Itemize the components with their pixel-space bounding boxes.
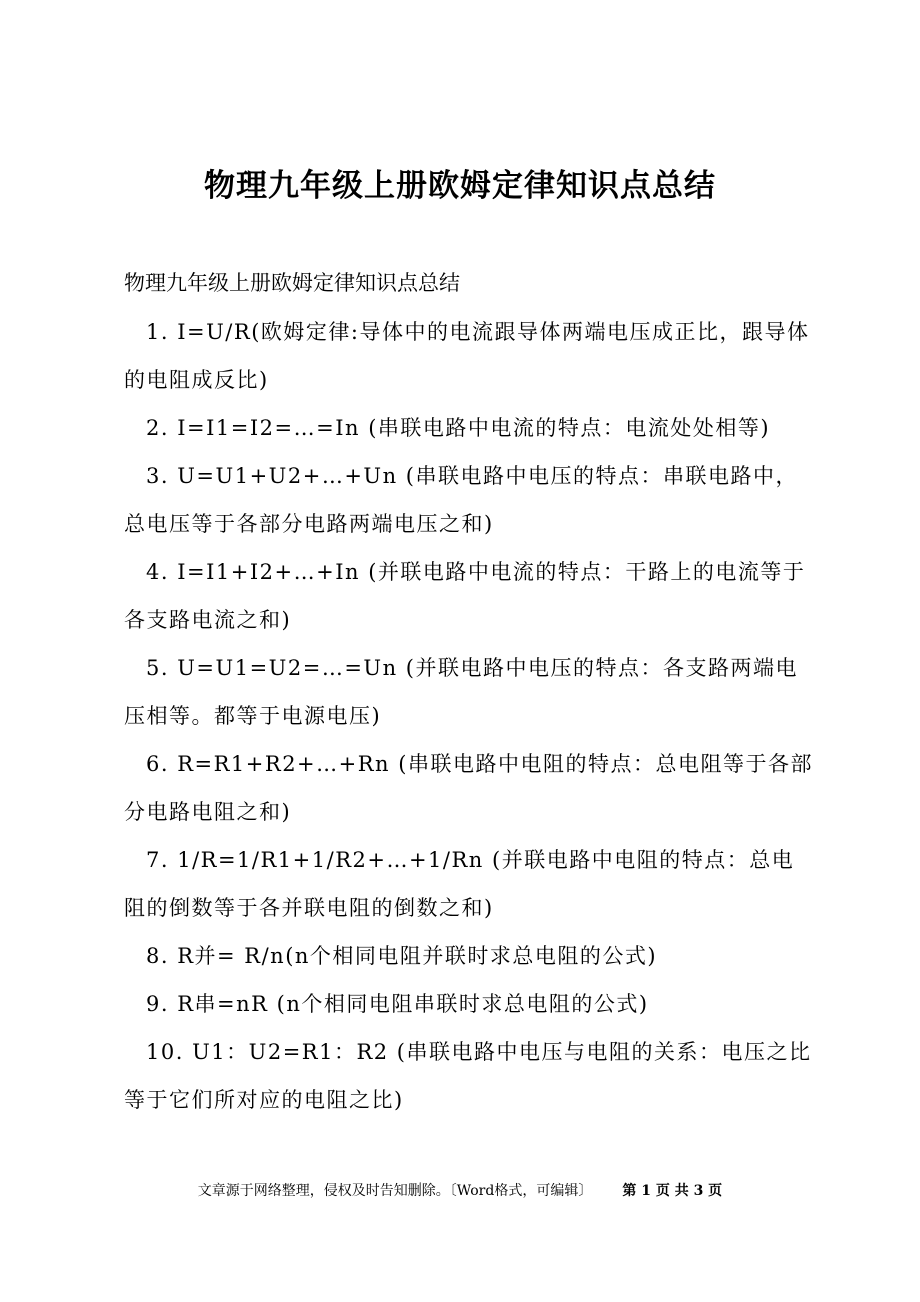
list-item: 7. 1/R=1/R1+1/R2+…+1/Rn (并联电路中电阻的特点：总电阻的倒数等于各并联电阻的倒数之和) (124, 848, 795, 920)
document-subtitle: 物理九年级上册欧姆定律知识点总结 (124, 271, 460, 295)
list-item: 8. R并= R/n(n个相同电阻并联时求总电阻的公式) (146, 944, 658, 968)
list-item: 6. R=R1+R2+…+Rn (串联电路中电阻的特点：总电阻等于各部分电路电阻之和) (124, 752, 813, 824)
list-item: 3. U=U1+U2+…+Un (串联电路中电压的特点：串联电路中，总电压等于各部分电路两端电压之和) (124, 464, 799, 536)
footer-page-info: 第 1 页 共 3 页 (622, 1183, 723, 1199)
page-title: 物理九年级上册欧姆定律知识点总结 (204, 168, 716, 204)
list-item: 5. U=U1=U2=…=Un (并联电路中电压的特点：各支路两端电压相等。都等于电源电压) (124, 656, 799, 728)
list-item: 4. I=I1+I2+…+In (并联电路中电流的特点：干路上的电流等于各支路电流之和) (124, 560, 806, 632)
list-item: 2. I=I1=I2=…=In (串联电路中电流的特点：电流处处相等) (146, 416, 771, 440)
list-item: 10. U1：U2=R1：R2 (串联电路中电压与电阻的关系：电压之比等于它们所对应的电阻之比) (124, 1040, 812, 1112)
list-item: 9. R串=nR (n个相同电阻串联时求总电阻的公式) (146, 992, 649, 1016)
page-footer (0, 1180, 920, 1202)
footer-source-note: 文章源于网络整理，侵权及时告知删除。〔Word格式，可编辑〕 (197, 1183, 593, 1199)
formula-list (124, 308, 814, 1124)
list-item: 1. I=U/R(欧姆定律:导体中的电流跟导体两端电压成正比，跟导体的电阻成反比) (124, 320, 810, 392)
